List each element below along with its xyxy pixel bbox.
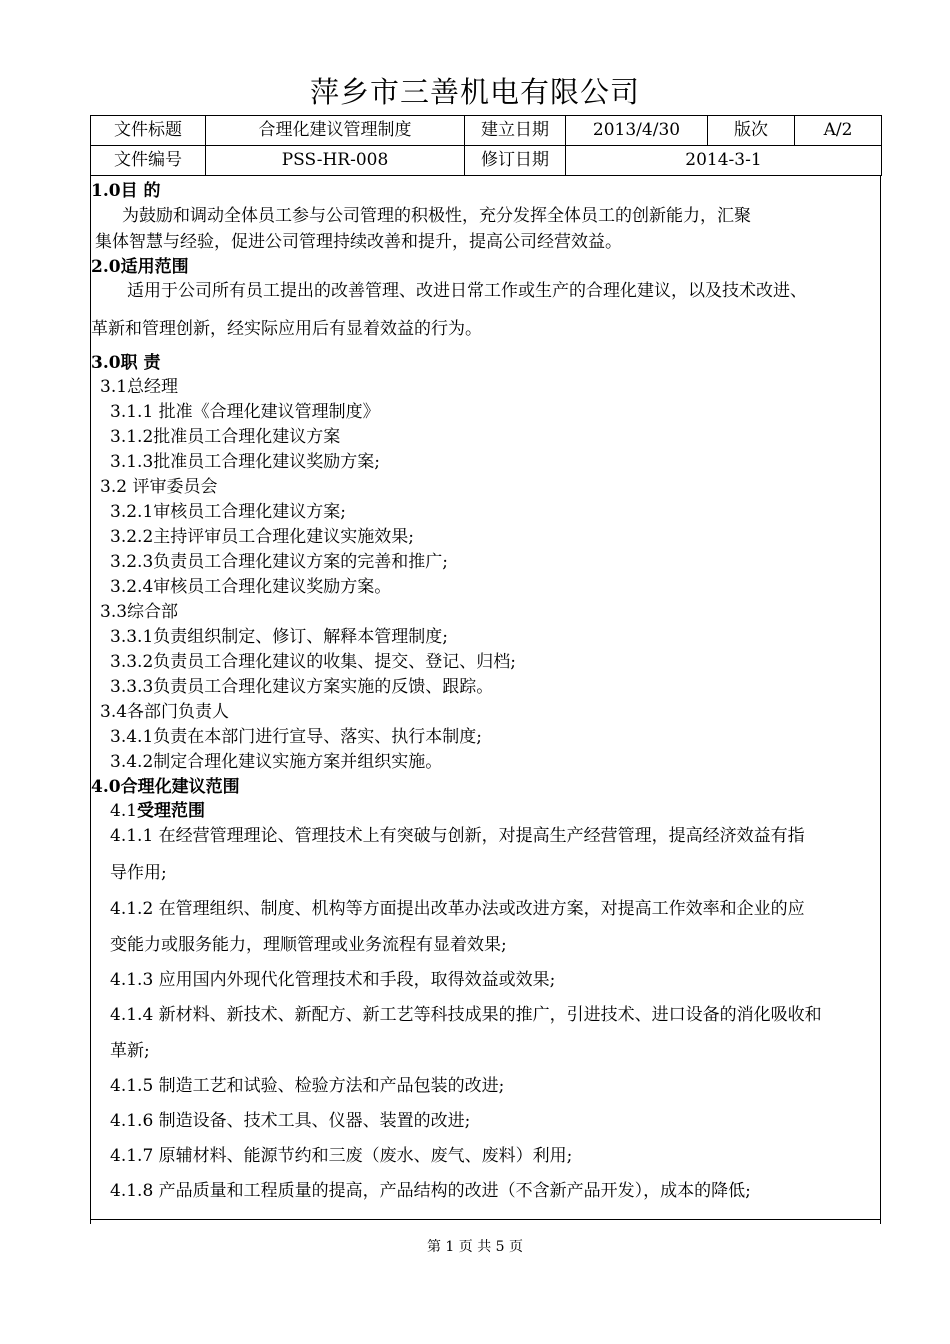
section-3-heading: 3.0职 责 (91, 353, 161, 373)
item-3-4-2: 3.4.2制定合理化建议实施方案并组织实施。 (110, 752, 443, 772)
item-3-4-1: 3.4.1负责在本部门进行宣导、落实、执行本制度; (110, 727, 482, 747)
item-4-1-4-line-1: 4.1.4 新材料、新技术、新配方、新工艺等科技成果的推广，引进技术、进口设备的消化吸收和 (110, 1005, 822, 1025)
item-4-1-1-line-2: 导作用; (110, 863, 167, 883)
content-frame-bottom (90, 1219, 881, 1220)
section-2-heading: 2.0适用范围 (91, 257, 189, 277)
subsection-3-3: 3.3综合部 (100, 602, 179, 622)
company-name: 萍乡市三善机电有限公司 (309, 75, 640, 109)
subsection-3-2: 3.2 评审委员会 (100, 477, 218, 497)
doc-code-label: 文件编号 (91, 146, 206, 176)
item-4-1-2-line-2: 变能力或服务能力，理顺管理或业务流程有显着效果; (110, 935, 507, 955)
page-number: 第 1 页 共 5 页 (426, 1239, 524, 1255)
section-4-heading: 4.0合理化建议范围 (91, 777, 240, 797)
subsection-4-1 (110, 800, 205, 822)
section-1-paragraph-line-1: 为鼓励和调动全体员工参与公司管理的积极性，充分发挥全体员工的创新能力，汇聚 (122, 206, 751, 226)
section-2-paragraph-line-1: 适用于公司所有员工提出的改善管理、改进日常工作或生产的合理化建议，以及技术改进、 (127, 281, 807, 301)
section-1-paragraph-line-2: 集体智慧与经验，促进公司管理持续改善和提升，提高公司经营效益。 (95, 232, 622, 252)
created-date-label: 建立日期 (465, 116, 566, 146)
item-4-1-3: 4.1.3 应用国内外现代化管理技术和手段，取得效益或效果; (110, 970, 556, 990)
item-4-1-2-line-1: 4.1.2 在管理组织、制度、机构等方面提出改革办法或改进方案，对提高工作效率和企业的应 (110, 899, 805, 919)
item-3-1-1: 3.1.1 批准《合理化建议管理制度》 (110, 402, 380, 422)
item-4-1-4-line-2: 革新; (110, 1041, 150, 1061)
section-1-heading: 1.0目 的 (91, 181, 161, 201)
item-3-2-4: 3.2.4审核员工合理化建议奖励方案。 (110, 577, 392, 597)
item-3-2-1: 3.2.1审核员工合理化建议方案; (110, 502, 346, 522)
doc-code-value: PSS-HR-008 (206, 146, 465, 176)
document-info-table (90, 115, 882, 176)
title-value: 合理化建议管理制度 (206, 116, 465, 146)
item-3-3-3: 3.3.3负责员工合理化建议方案实施的反馈、跟踪。 (110, 677, 494, 697)
item-3-3-2: 3.3.2负责员工合理化建议的收集、提交、登记、归档; (110, 652, 516, 672)
item-3-1-3: 3.1.3批准员工合理化建议奖励方案; (110, 452, 380, 472)
subsection-4-1-number: 4.1 (110, 801, 138, 821)
subsection-4-1-title: 受理范围 (137, 801, 206, 821)
item-3-2-3: 3.2.3负责员工合理化建议方案的完善和推广; (110, 552, 448, 572)
item-4-1-7: 4.1.7 原辅材料、能源节约和三废（废水、废气、废料）利用; (110, 1146, 573, 1166)
version-value: A/2 (795, 116, 882, 146)
revised-date-label: 修订日期 (465, 146, 566, 176)
item-4-1-8: 4.1.8 产品质量和工程质量的提高，产品结构的改进（不含新产品开发），成本的降低; (110, 1181, 751, 1201)
title-label: 文件标题 (91, 116, 206, 146)
item-4-1-5: 4.1.5 制造工艺和试验、检验方法和产品包装的改进; (110, 1076, 505, 1096)
subsection-3-1: 3.1总经理 (100, 377, 179, 397)
item-4-1-1-line-1: 4.1.1 在经营管理理论、管理技术上有突破与创新，对提高生产经营管理，提高经济效益有指 (110, 826, 805, 846)
version-label: 版次 (708, 116, 795, 146)
subsection-3-4: 3.4各部门负责人 (100, 702, 230, 722)
revised-date-value: 2014-3-1 (566, 146, 882, 176)
section-2-paragraph-line-2: 革新和管理创新，经实际应用后有显着效益的行为。 (91, 319, 482, 339)
item-4-1-6: 4.1.6 制造设备、技术工具、仪器、装置的改进; (110, 1111, 471, 1131)
item-3-3-1: 3.3.1负责组织制定、修订、解释本管理制度; (110, 627, 448, 647)
item-3-2-2: 3.2.2主持评审员工合理化建议实施效果; (110, 527, 414, 547)
item-3-1-2: 3.1.2批准员工合理化建议方案 (110, 427, 341, 447)
created-date-value: 2013/4/30 (566, 116, 708, 146)
